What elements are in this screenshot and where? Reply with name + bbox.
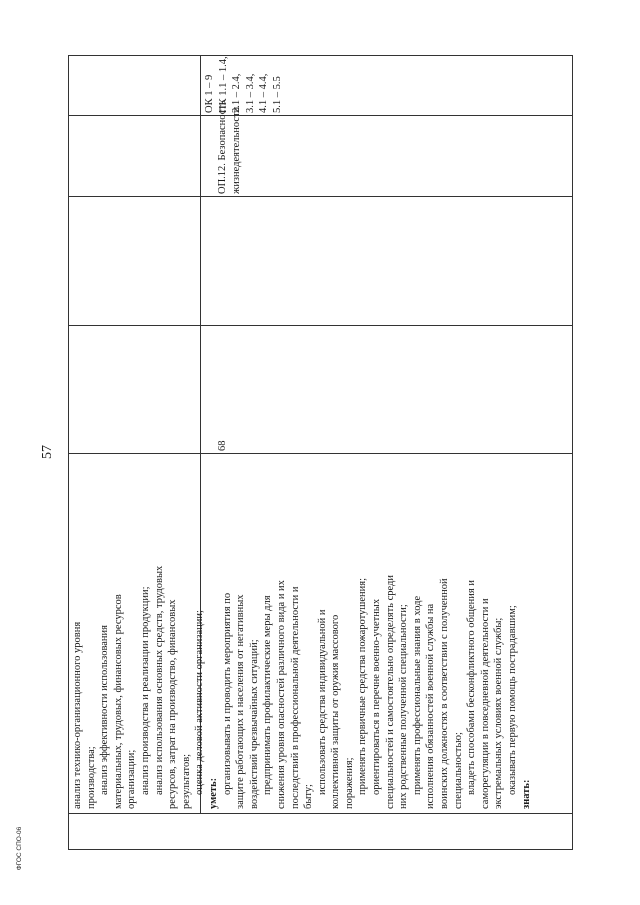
- text-line: ориентироваться в перечне военно-учетных: [371, 598, 383, 795]
- text-line: организовывать и проводить мероприятия по: [221, 592, 233, 795]
- text-line: ресурсов, затрат на производство, финансовых: [167, 599, 179, 809]
- text-line: результатов;: [180, 753, 192, 809]
- text-line: поражения;: [343, 757, 355, 809]
- column-divider-3: [69, 325, 572, 326]
- text-line: анализ эффективности использования: [99, 625, 111, 795]
- text-line: использовать средства индивидуальной и: [316, 609, 328, 795]
- skills-knowledge-text: [71, 457, 533, 809]
- column-divider-1: [69, 813, 572, 814]
- discipline-cell: [216, 100, 243, 194]
- discipline-line-2: жизнедеятельности: [230, 106, 242, 194]
- competency-line: 5.1 – 5.5: [271, 76, 283, 113]
- text-line: снижения уровня опасностей различного вида и их: [275, 580, 287, 809]
- text-line: анализ использования основных средств, трудовых: [153, 565, 165, 795]
- text-line: оценка деловой активности организации;: [194, 610, 206, 795]
- text-line: применять первичные средства пожаротушения;: [357, 577, 369, 795]
- text-line: владеть способами бесконфликтного общения и: [466, 580, 478, 795]
- footer-label: ФГОС СПО-06: [16, 826, 24, 871]
- competency-line: 2.1 – 2.4,: [231, 73, 243, 113]
- section-heading: знать:: [520, 779, 532, 809]
- text-line: последствий в профессиональной деятельности и: [289, 586, 301, 809]
- competency-line: 4.1 – 4.4,: [258, 73, 270, 113]
- text-line: коллективной защиты от оружия массового: [330, 614, 342, 809]
- text-line: предпринимать профилактические меры для: [262, 595, 274, 795]
- section-heading: уметь:: [207, 777, 219, 809]
- curriculum-table: [68, 55, 573, 850]
- competency-line: ОК 1 – 9: [204, 74, 215, 113]
- text-line: специальностей и самостоятельно определять среди: [384, 575, 396, 809]
- text-line: организации;: [126, 749, 138, 809]
- text-line: анализ технико-организационного уровня: [72, 621, 83, 809]
- competency-line: ПК 1.1 – 1.4,: [217, 56, 229, 113]
- text-line: воинских должностях в соответствии с полученной: [439, 578, 451, 809]
- hours-value: 68: [217, 440, 228, 451]
- row-divider: [200, 56, 201, 454]
- text-line: них родственные полученной специальности;: [398, 604, 410, 809]
- text-line: исполнения обязанностей военной службы на: [425, 603, 437, 809]
- text-line: специальностью;: [452, 732, 464, 809]
- discipline-line-1: ОП.12. Безопасность: [217, 100, 228, 194]
- text-line: быту;: [303, 784, 315, 809]
- text-line: оказывать первую помощь пострадавшим;: [507, 605, 518, 795]
- column-divider-4: [69, 196, 572, 197]
- text-line: применять профессиональные знания в ходе: [411, 595, 423, 795]
- competencies-cell: [203, 56, 285, 113]
- text-line: саморегуляции в повседневной деятельности и: [479, 598, 491, 809]
- competency-line: 3.1 – 3.4,: [244, 73, 256, 113]
- text-line: экстремальных условиях военной службы;: [493, 617, 505, 809]
- text-line: производства;: [85, 746, 97, 809]
- page-number: 57: [40, 445, 55, 459]
- text-line: воздействий чрезвычайных ситуаций;: [248, 639, 260, 809]
- text-line: анализ производства и реализации продукции;: [139, 586, 151, 795]
- column-divider-5: [69, 115, 572, 116]
- rotated-table-page: [68, 55, 573, 850]
- text-line: защите работающих и населения от негативных: [235, 594, 247, 809]
- text-line: материальных, трудовых, финансовых ресурсов: [112, 594, 124, 809]
- hours-cell: [216, 441, 230, 452]
- column-divider-2: [69, 453, 572, 454]
